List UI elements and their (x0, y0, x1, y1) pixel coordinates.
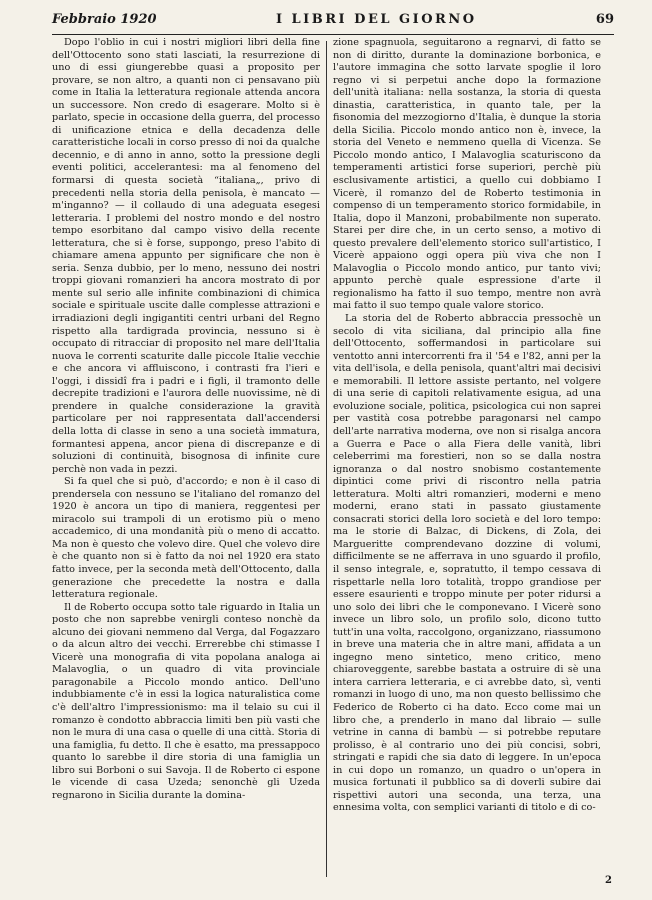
paragraph: Si fa quel che si può, d'accordo; e non è il caso di prendersela con nessuno se l'italiano del romanzo del 1920 è ancora un tipo di maniera, reggentesi per miracolo sui trampoli di un erotismo più o meno accademico, di una mondanità più o meno di accatto. Ma non è questo che volevo dire. Quel che volevo dire è che quanto non si è fatto da noi nel 1920 era stato fatto invece, per la seconda metà dell'Ottocento, dalla generazione che precedette la nostra e dalla letteratura regionale. (52, 476, 320, 601)
paragraph: La storia del de Roberto abbraccia pressochè un secolo di vita siciliana, dal principio alla fine dell'Ottocento, soffermandosi in particolare sui ventotto anni intercorrenti fra il '54 e l'82, anni per la vita dell'isola, e della penisola, quant'altri mai decisivi e memorabili. Il lettore assiste pertanto, nel volgere di una serie di capitoli relativamente esigua, ad una evoluzione sociale, politica, psicologica cui non saprei per vastità cosa potrebbe paragonarsi nel campo dell'arte narrativa moderna, ove non si risalga ancora a Guerra e Pace o alla Fiera delle vanità, libri celeberrimi ma forestieri, non so se dalla nostra ignoranza o dal nostro snobismo costantemente dipintici come privi di riscontro nella patria letteratura. Molti altri romanzieri, moderni e meno moderni, erano stati in passato giustamente consacrati storici della loro società e del loro tempo: ma le storie di Balzac, di Dickens, di Zola, dei Margueritte comprendevano dozzine di volumi, difficilmente se ne afferrava in uno sguardo il profilo, il senso integrale, e, sopratutto, il tempo cessava di rispettarle nella loro totalità, troppo grandiose per essere esaurienti e troppo minute per poter ridursi a uno solo dei libri che le componevano. I Vicerè sono invece un libro solo, un profilo solo, dicono tutto tutt'in una volta, raccolgono, organizzano, riassumono in breve una materia che in altre mani, affidata a un ingegno meno sintetico, meno critico, meno chiaroveggente, sarebbe bastata a ostruire di sè una intera carriera letteraria, e ci avrebbe dato, sì, venti romanzi in luogo di uno, ma non questo bellissimo che Federico de Roberto ci ha dato. Ecco come mai un libro che, a prenderlo in mano dal libraio — sulle vetrine in canna di bambù — si potrebbe reputare prolisso, è al contrario uno dei più concisi, sobri, stringati e rapidi che sia dato di leggere. In un'epoca in cui dopo un romanzo, un quadro o un'opera in musica fortunati il pubblico sa di doverli subire dai rispettivi autori una seconda, una terza, una ennesima volta, con semplici varianti di titolo e di co- (333, 313, 601, 814)
right-column (333, 37, 601, 879)
column-divider (326, 41, 327, 877)
left-column (52, 37, 320, 879)
running-header (52, 12, 614, 30)
header-rule (52, 34, 614, 35)
header-date: Febbraio 1920 (52, 12, 157, 27)
header-journal-title: I LIBRI DEL GIORNO (275, 12, 477, 27)
paragraph: Il de Roberto occupa sotto tale riguardo in Italia un posto che non saprebbe venirgli conteso nonchè da alcuno dei giovani nemmeno dal Verga, dal Fogazzaro o da alcun altro dei vecchi. Errerebbe chi stimasse I Vicerè una monografia di vita popolana analoga ai Malavoglia, o un quadro di vita provinciale paragonabile a Piccolo mondo antico. Dell'uno indubbiamente c'è in essi la logica naturalistica come c'è dell'altro l'impressionismo: ma il telaio su cui il romanzo è condotto abbraccia limiti ben più vasti che non le mura di una casa o quelle di una città. Storia di una famiglia, fu detto. Il che è esatto, ma pressappoco quanto lo sarebbe il dire storia di una famiglia un libro sui Borboni o sui Savoja. Il de Roberto ci espone le vicende di casa Uzeda; senonchè gli Uzeda regnarono in Sicilia durante la domina- (52, 601, 320, 801)
paragraph: zione spagnuola, seguitarono a regnarvi, di fatto se non di diritto, durante la dominazione borbonica, e l'autore immagina che sotto larvate spoglie il loro regno vi si perpetui anche dopo la formazione dell'unità italiana: nella sostanza, la storia di questa dinastia, caratteristica, in quanto tale, per la fisonomia del mezzogiorno d'Italia, è dunque la storia della Sicilia. Piccolo mondo antico non è, invece, la storia del Veneto e nemmeno quella di Vicenza. Se Piccolo mondo antico, I Malavoglia scaturiscono da temperamenti artistici forse superiori, perchè più esclusivamente artistici, a quello cui dobbiamo I Vicerè, il romanzo del de Roberto testimonia in compenso di un temperamento storico formidabile, in Italia, dopo il Manzoni, probabilmente non superato. Starei per dire che, in un certo senso, a motivo di questo prevalere dell'elemento storico sull'artistico, I Vicerè appaiono oggi opera più viva che non I Malavoglia o Piccolo mondo antico, pur tanto vivi; appunto perchè quale espressione d'arte il regionalismo ha fatto il suo tempo, mentre non avrà mai fatto il suo tempo quale valore storico. (333, 37, 601, 312)
text-columns (52, 37, 614, 879)
paragraph: Dopo l'oblio in cui i nostri migliori libri della fine dell'Ottocento sono stati lasciati, la resurrezione di uno di essi giungerebbe quasi a proposito per provare, se non altro, a quanti non ci pensavano più come in Italia la letteratura regionale attenda ancora un successore. Non credo di esagerare. Molto si è parlato, specie in occasione della guerra, del processo di unificazione etnica e della decadenza delle caratteristiche locali in corso presso di noi da qualche decennio, e di anno in anno, sotto la pressione degli eventi politici, accelerantesi: ma al fenomeno del formarsi di questa società “italiana„, privo di precedenti nella storia della penisola, è mancato — m'inganno? — il collaudo di una adeguata esegesi letteraria. I problemi del nostro mondo e del nostro tempo esorbitano dal campo visivo della recente letteratura, che si è forse, suppongo, preso l'abito di chiamare amena appunto per significare che non è seria. Senza dubbio, per lo meno, nessuno dei nostri troppi giovani romanzieri ha ancora mostrato di por mente sul serio alle infinite combinazioni di chimica sociale e spirituale uscite dalle complesse attrazioni e irradiazioni degli ingigantiti centri urbani del Regno rispetto alla tardigrada provincia, nessuno si è occupato di ritracciar di proposito nel mare dell'Italia nuova le correnti scaturite dalle piccole Italie vecchie e che ancora vi affluiscono, i contrasti fra l'ieri e l'oggi, i dissidî fra i padri e i figli, il tramonto delle decrepite tradizioni e l'aurora delle nuovissime, nè di prendere in qualche considerazione la gravità particolare per noi rappresentata dall'accendersi della lotta di classe in seno a una società immatura, formantesi appena, ancor piena di discrepanze e di soluzioni di continuità, bisognosa di infinite cure perchè non vada in pezzi. (52, 37, 320, 475)
signature-mark: 2 (605, 875, 612, 886)
page-number: 69 (595, 12, 614, 27)
